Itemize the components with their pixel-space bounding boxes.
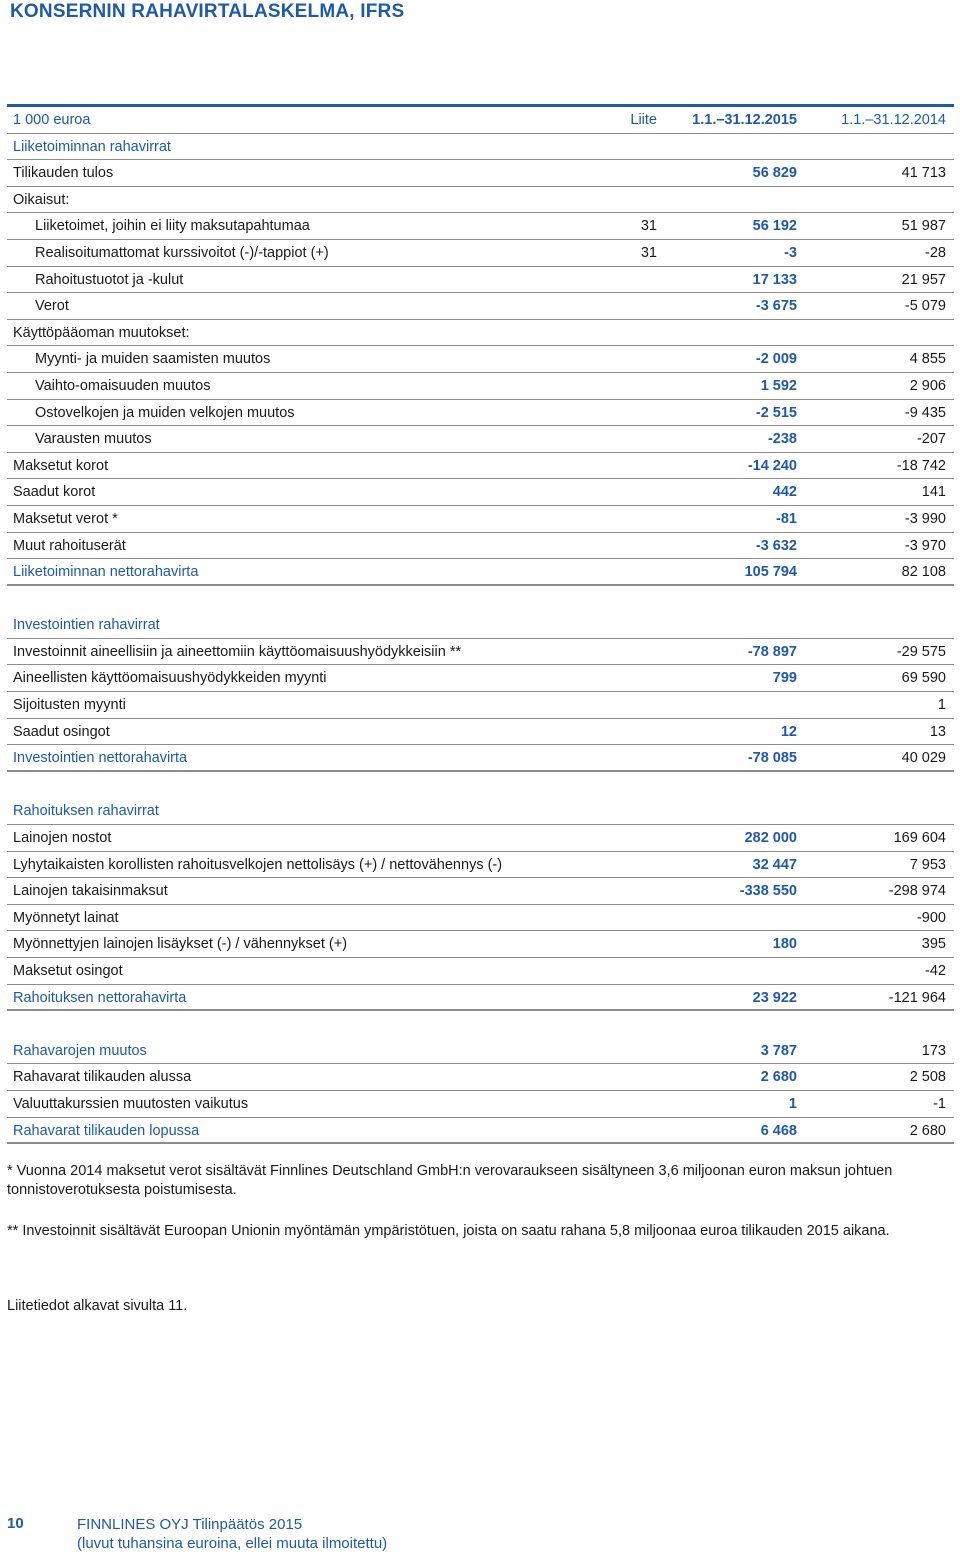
row-label: Rahoituksen nettorahavirta — [13, 989, 187, 1006]
table-row — [7, 346, 954, 373]
row-label: Aineellisten käyttöomaisuushyödykkeiden myynti — [13, 670, 327, 687]
value-2014: -1 — [933, 1095, 946, 1112]
table-row — [7, 878, 954, 905]
table-row — [7, 905, 954, 932]
value-2014: 173 — [921, 1042, 946, 1059]
value-2015: -338 550 — [739, 883, 797, 900]
period-2015-header: 1.1.–31.12.2015 — [692, 112, 797, 128]
period-2014-header: 1.1.–31.12.2014 — [841, 112, 946, 128]
table-row — [7, 958, 954, 985]
row-label: Ostovelkojen ja muiden velkojen muutos — [35, 404, 295, 421]
value-2014: -3 970 — [904, 537, 946, 554]
footnote-investments: ** Investoinnit sisältävät Euroopan Unionin myöntämän ympäristötuen, joista on saatu rahana 5,8 miljoonaa euroa tilikauden 2015 aikana. — [7, 1223, 890, 1239]
note-header: Liite — [630, 112, 657, 128]
value-2015: 3 787 — [760, 1042, 797, 1059]
row-label: Liiketoimet, joihin ei liity maksutapahtumaa — [35, 218, 310, 235]
table-row — [7, 985, 954, 1012]
row-label: Rahoitustuotot ja -kulut — [35, 271, 184, 288]
row-label: Myönnetyt lainat — [13, 909, 119, 926]
row-label: Investointien rahavirrat — [13, 617, 160, 634]
value-2014: 169 604 — [893, 830, 946, 847]
table-row — [7, 240, 954, 267]
row-label: Investointien nettorahavirta — [13, 750, 188, 767]
value-2014: -207 — [916, 431, 946, 448]
table-row — [7, 453, 954, 480]
value-2014: -298 974 — [888, 883, 946, 900]
value-2014: 395 — [921, 936, 946, 953]
value-2015: 32 447 — [752, 856, 797, 873]
table-row — [7, 852, 954, 879]
value-2014: -42 — [925, 963, 946, 979]
value-2015: 56 192 — [752, 218, 797, 235]
row-label: Muut rahoituserät — [13, 537, 126, 554]
value-2014: 1 — [937, 697, 946, 714]
row-label: Valuuttakurssien muutosten vaikutus — [13, 1095, 249, 1112]
value-2015: 282 000 — [744, 830, 797, 847]
table-row — [7, 692, 954, 719]
table-row — [7, 665, 954, 692]
value-2014: -5 079 — [904, 298, 946, 315]
row-label: Maksetut verot * — [13, 510, 118, 527]
value-2014: 21 957 — [901, 271, 946, 288]
value-2015: 2 680 — [760, 1069, 797, 1086]
row-label: Lyhytaikaisten korollisten rahoitusvelkojen nettolisäys (+) / nettovähennys (-) — [13, 856, 503, 873]
table-row — [7, 1064, 954, 1091]
table-row — [7, 320, 954, 347]
table-row — [7, 533, 954, 560]
row-label: Lainojen nostot — [13, 830, 112, 847]
table-row — [7, 798, 954, 825]
value-2015: -3 675 — [755, 298, 797, 315]
row-label: Liiketoiminnan nettorahavirta — [13, 564, 199, 581]
row-label: Saadut korot — [13, 484, 96, 501]
value-2014: 40 029 — [901, 750, 946, 767]
value-2015: 23 922 — [752, 989, 797, 1006]
value-2014: -18 742 — [896, 457, 946, 474]
table-row — [7, 719, 954, 746]
value-2014: 2 906 — [909, 377, 946, 394]
row-label: Varausten muutos — [35, 431, 152, 448]
table-row — [7, 559, 954, 586]
table-row — [7, 506, 954, 533]
value-2014: 141 — [921, 484, 946, 501]
row-label: Sijoitusten myynti — [13, 697, 126, 714]
value-2015: -3 — [784, 244, 797, 261]
value-2015: 12 — [780, 723, 797, 740]
value-2015: -238 — [767, 431, 797, 448]
value-2015: 105 794 — [744, 564, 797, 581]
footnote-taxes: * Vuonna 2014 maksetut verot sisältävät Finnlines Deutschland GmbH:n verovaraukseen sisältyneen 3,6 miljoonan euron maksun johtuen tonnistoverotuksesta poistumisesta. — [7, 1163, 893, 1198]
value-2014: -29 575 — [896, 643, 946, 660]
value-2015: -2 515 — [755, 404, 797, 421]
table-row — [7, 931, 954, 958]
value-2014: 82 108 — [901, 564, 946, 581]
value-2014: 51 987 — [901, 218, 946, 235]
value-2015: -81 — [776, 510, 797, 527]
unit-header: 1 000 euroa — [13, 112, 91, 128]
page-number: 10 — [7, 1515, 24, 1532]
value-2015: -2 009 — [755, 351, 797, 368]
value-2014: -9 435 — [904, 404, 946, 421]
row-label: Verot — [35, 298, 69, 315]
row-label: Tilikauden tulos — [13, 165, 114, 182]
footer-unit-note: (luvut tuhansina euroina, ellei muuta ilmoitettu) — [77, 1535, 388, 1552]
spacer-row — [7, 586, 954, 613]
value-2015: -14 240 — [747, 457, 797, 474]
spacer-row — [7, 1011, 954, 1038]
table-row — [7, 1038, 954, 1065]
row-label: Rahavarojen muutos — [13, 1042, 147, 1059]
value-2015: 799 — [772, 670, 797, 687]
footer-company-name: FINNLINES OYJ Tilinpäätös 2015 — [77, 1516, 303, 1533]
value-2015: 17 133 — [752, 271, 797, 288]
page-title: KONSERNIN RAHAVIRTALASKELMA, IFRS — [10, 1, 405, 22]
value-2014: 41 713 — [901, 165, 946, 182]
table-header — [7, 107, 954, 134]
table-row — [7, 1118, 954, 1145]
value-2015: 6 468 — [760, 1122, 797, 1139]
table-row — [7, 825, 954, 852]
table-row — [7, 1091, 954, 1118]
value-2014: 7 953 — [909, 856, 946, 873]
table-row — [7, 426, 954, 453]
row-note: 31 — [640, 244, 657, 261]
cash-flow-table — [7, 104, 954, 1144]
value-2015: 180 — [772, 936, 797, 953]
value-2014: 2 508 — [909, 1069, 946, 1086]
value-2014: 13 — [929, 723, 946, 740]
row-label: Rahoituksen rahavirrat — [13, 803, 159, 820]
spacer-row — [7, 772, 954, 799]
value-2015: 56 829 — [752, 165, 797, 182]
notes-reference: Liitetiedot alkavat sivulta 11. — [7, 1298, 188, 1314]
value-2015: 1 592 — [760, 377, 797, 394]
row-label: Käyttöpääoman muutokset: — [13, 324, 190, 341]
row-note: 31 — [640, 218, 657, 235]
value-2015: -78 085 — [747, 750, 797, 767]
value-2015: 442 — [772, 484, 797, 501]
table-row — [7, 134, 954, 161]
value-2015: 1 — [788, 1095, 797, 1112]
value-2015: -78 897 — [747, 643, 797, 660]
table-row — [7, 479, 954, 506]
value-2014: -3 990 — [904, 510, 946, 527]
value-2014: -28 — [925, 244, 946, 261]
row-label: Vaihto-omaisuuden muutos — [35, 377, 211, 394]
row-label: Lainojen takaisinmaksut — [13, 883, 168, 900]
row-label: Rahavarat tilikauden lopussa — [13, 1122, 200, 1139]
table-row — [7, 373, 954, 400]
value-2014: 2 680 — [909, 1122, 946, 1139]
table-row — [7, 400, 954, 427]
table-row — [7, 187, 954, 214]
value-2014: 69 590 — [901, 670, 946, 687]
value-2014: 4 855 — [909, 351, 946, 368]
table-body — [7, 134, 954, 1145]
table-row — [7, 612, 954, 639]
row-label: Liiketoiminnan rahavirrat — [13, 138, 171, 155]
row-label: Myynti- ja muiden saamisten muutos — [35, 351, 271, 368]
row-label: Maksetut osingot — [13, 963, 123, 979]
table-row — [7, 160, 954, 187]
row-label: Rahavarat tilikauden alussa — [13, 1069, 192, 1086]
row-label: Maksetut korot — [13, 457, 109, 474]
table-row — [7, 293, 954, 320]
row-label: Realisoitumattomat kurssivoitot (-)/-tappiot (+) — [35, 244, 329, 261]
row-label: Saadut osingot — [13, 723, 110, 740]
row-label: Investoinnit aineellisiin ja aineettomiin käyttöomaisuushyödykkeisiin ** — [13, 643, 462, 660]
footer-company — [77, 1515, 387, 1553]
table-row — [7, 213, 954, 240]
row-label: Myönnettyjen lainojen lisäykset (-) / vähennykset (+) — [13, 936, 348, 953]
row-label: Oikaisut: — [13, 191, 70, 208]
value-2015: -3 632 — [755, 537, 797, 554]
table-row — [7, 267, 954, 294]
value-2014: -121 964 — [888, 989, 946, 1006]
table-row — [7, 639, 954, 666]
table-row — [7, 745, 954, 772]
value-2014: -900 — [916, 909, 946, 926]
